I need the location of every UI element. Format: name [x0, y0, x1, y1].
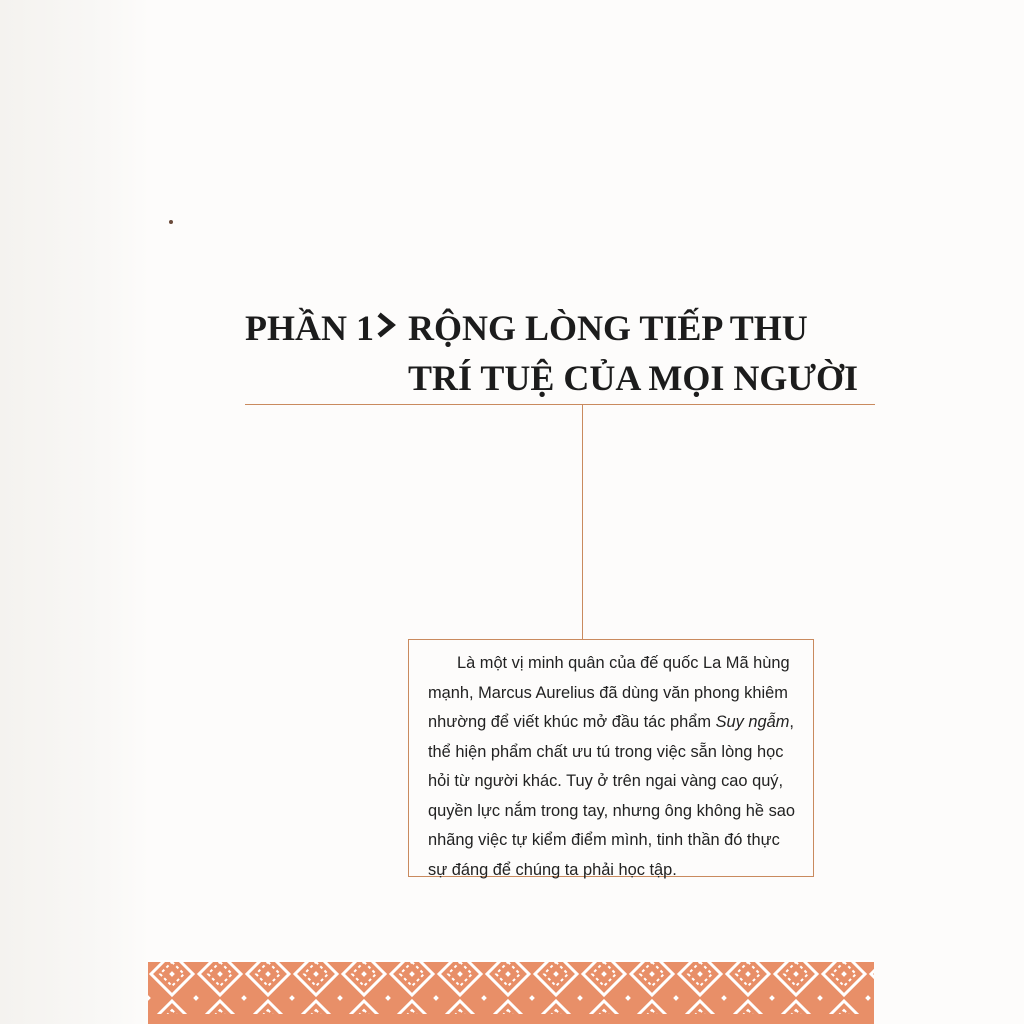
chapter-title-line-1: RỘNG LÒNG TIẾP THU: [408, 308, 808, 348]
summary-line-text: nhường để viết khúc mở đầu tác phẩm: [428, 713, 716, 731]
decorative-band: [148, 960, 874, 1024]
paper-speck: [169, 220, 173, 224]
summary-text: [428, 649, 798, 885]
chevron-right-icon: [376, 303, 400, 357]
summary-line: sự đáng để chúng ta phải học tập.: [428, 860, 677, 879]
page-margin: [0, 0, 150, 1024]
summary-line: mạnh, Marcus Aurelius đã dùng văn phong khiêm: [428, 683, 788, 702]
summary-line: Là một vị minh quân của đế quốc La Mã hùng: [457, 654, 790, 672]
summary-line: [428, 708, 798, 738]
summary-line: hỏi từ người khác. Tuy ở trên ngai vàng cao quý,: [428, 772, 784, 790]
book-title-suffix: ,: [789, 713, 794, 731]
summary-line: quyền lực nắm trong tay, nhưng ông không hề sao: [428, 801, 795, 820]
diamond-lattice-pattern: [148, 960, 874, 1024]
summary-box: [408, 639, 814, 877]
chapter-title-line-2: TRÍ TUỆ CỦA MỌI NGƯỜI: [408, 358, 859, 398]
summary-line: nhãng việc tự kiểm điểm mình, tinh thần đó thực: [428, 831, 780, 849]
part-label: PHẦN 1: [245, 308, 374, 348]
summary-line: thể hiện phẩm chất ưu tú trong việc sẵn lòng học: [428, 742, 784, 761]
heading-divider: [245, 404, 875, 405]
book-title: Suy ngẫm: [715, 713, 790, 731]
connector-line: [582, 405, 583, 639]
